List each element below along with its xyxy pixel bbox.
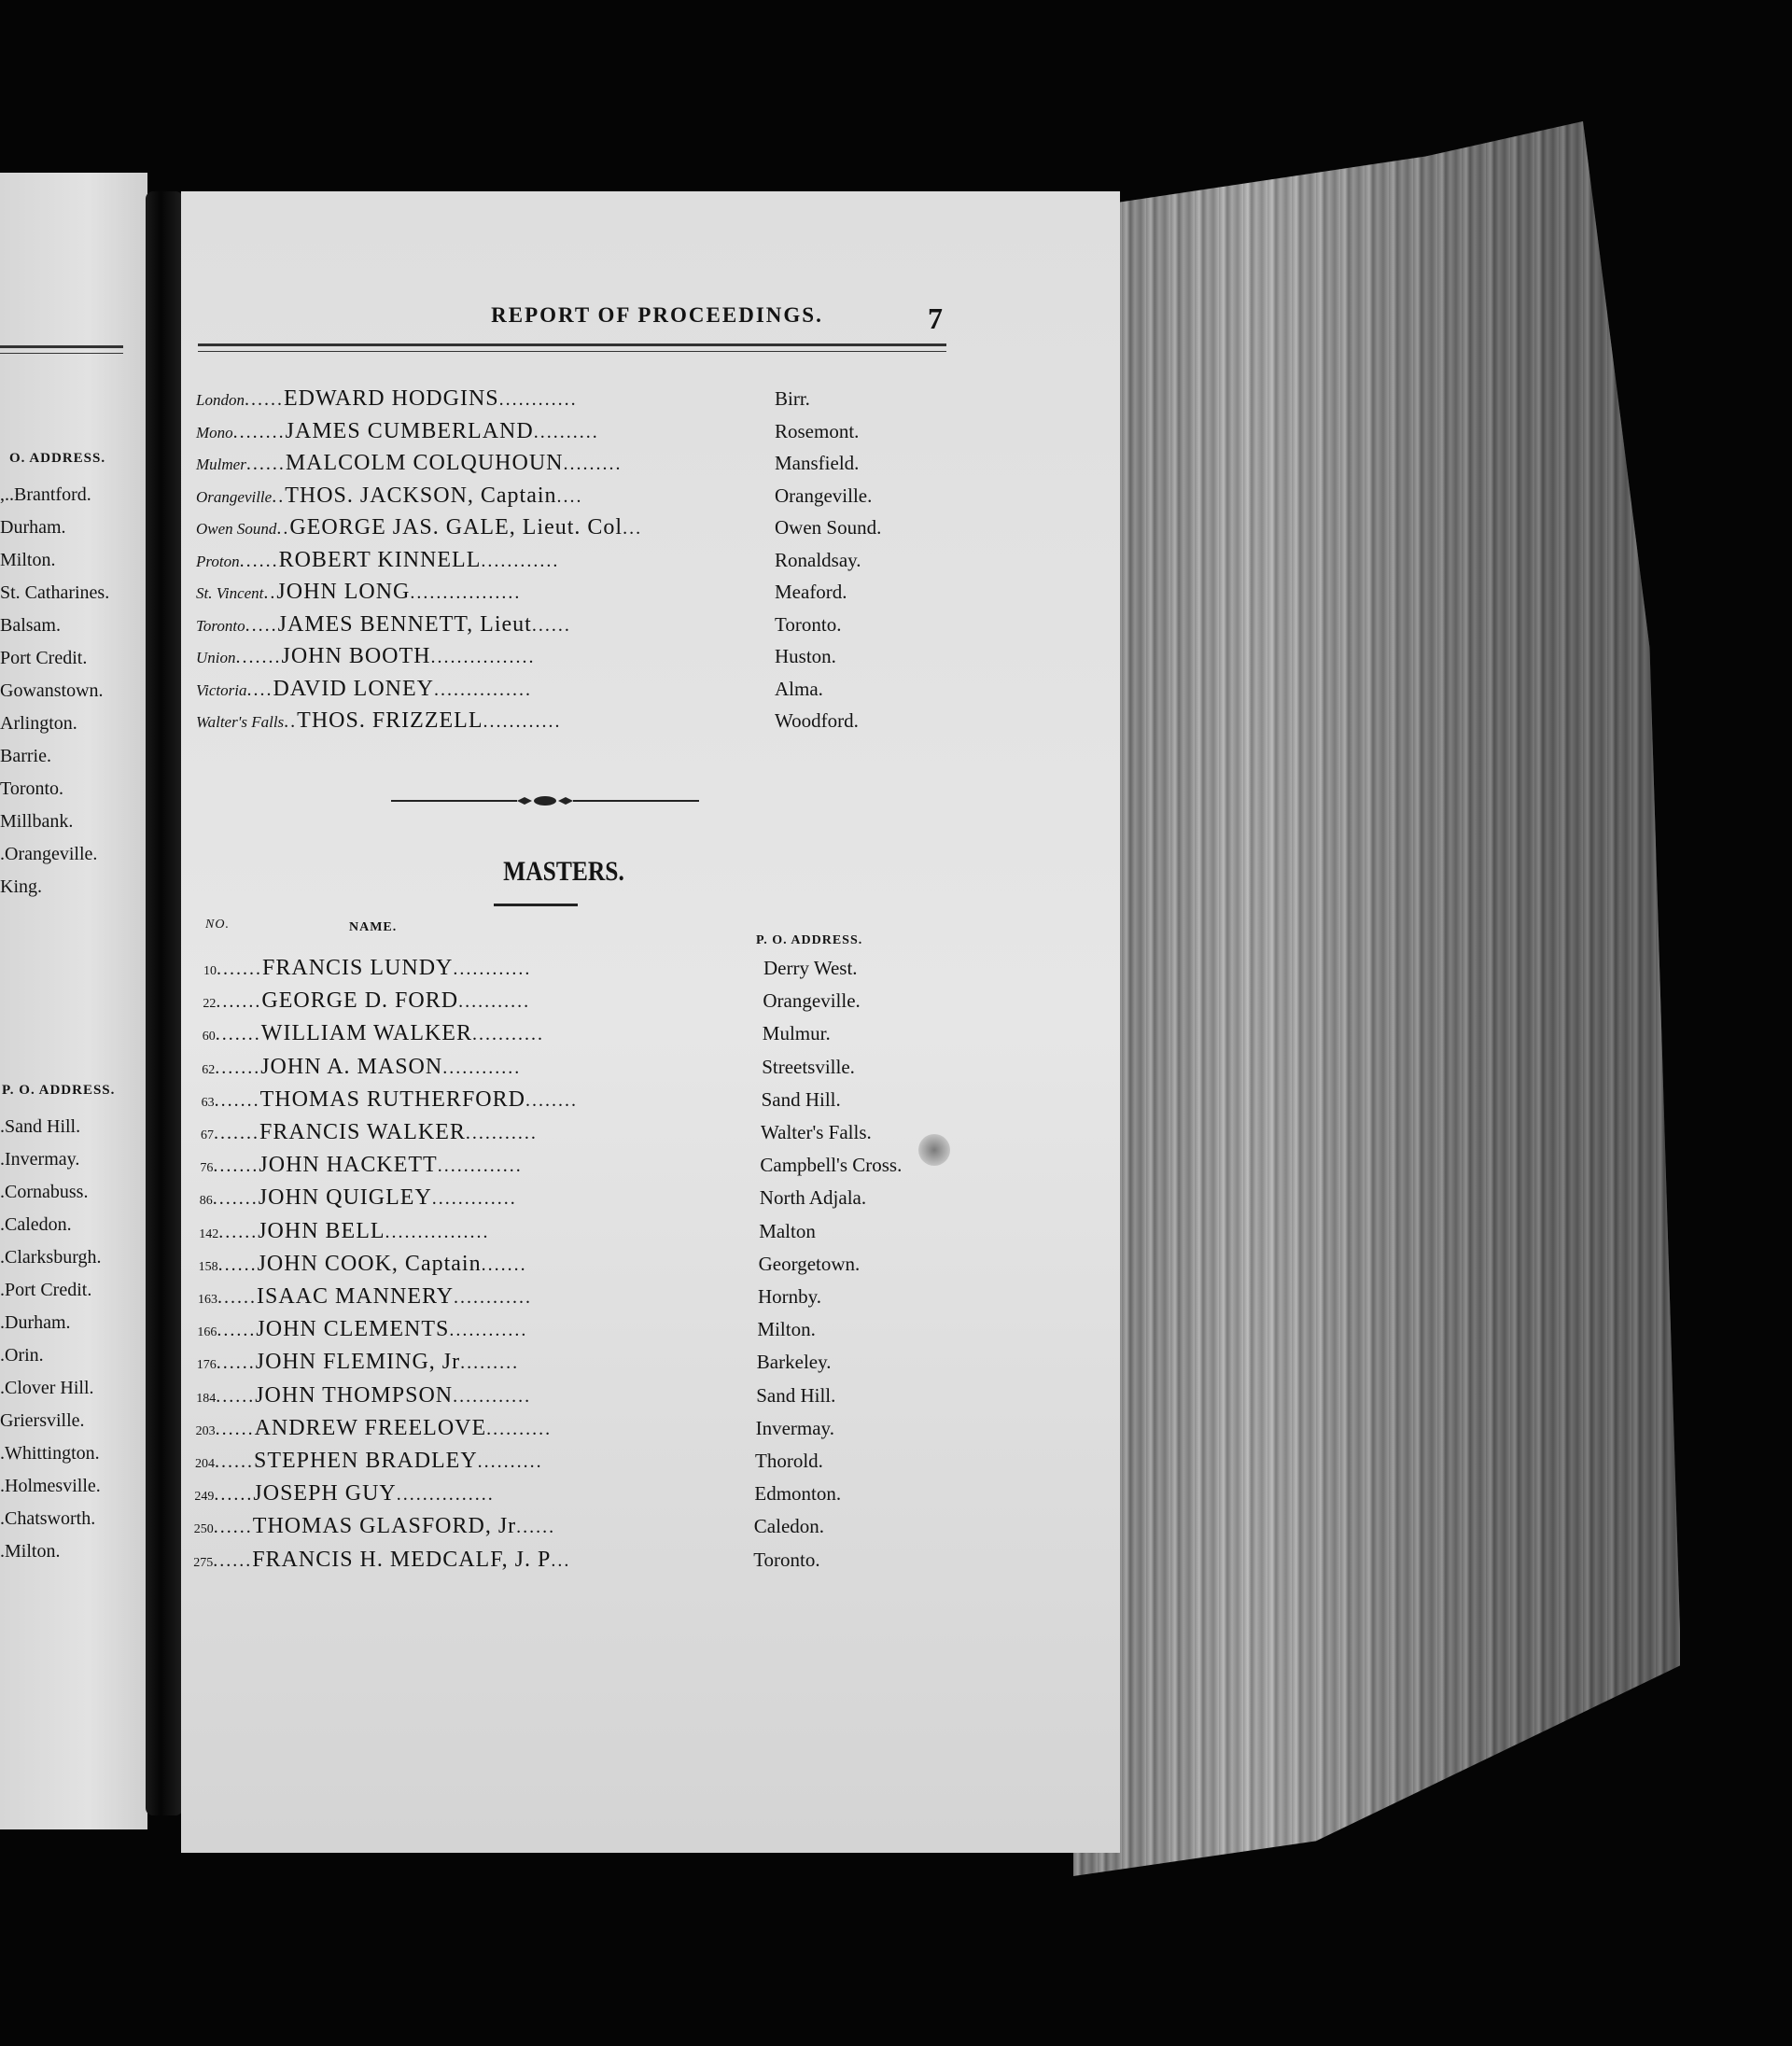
district-row — [196, 512, 943, 543]
left-address-item: ,..Brantford. — [0, 484, 91, 505]
master-row — [196, 1380, 943, 1411]
left-header-rule-thin — [0, 353, 123, 354]
post-office-address: Huston. — [775, 645, 836, 667]
page-number: 7 — [928, 301, 943, 335]
col-header-address: P. O. ADDRESS. — [756, 933, 863, 947]
leader-dots: ... — [551, 1549, 571, 1571]
masters-title-rule — [494, 904, 578, 906]
post-office-address: Thorold. — [755, 1450, 823, 1472]
district-name: Walter's Falls — [196, 713, 285, 731]
left-address-item: .Durham. — [0, 1312, 71, 1333]
left-address-item: .Holmesville. — [0, 1476, 101, 1496]
leader-dots: .......... — [477, 1451, 543, 1472]
master-name: JAMES CUMBERLAND — [285, 418, 534, 443]
post-office-address: Ronaldsay. — [775, 548, 861, 571]
master-row — [199, 1248, 945, 1280]
leader-dots: ............ — [498, 389, 578, 410]
leader-dots: .. — [276, 518, 290, 539]
district-name: London — [196, 391, 245, 409]
leader-dots: ... — [623, 518, 643, 539]
leader-dots: ............ — [481, 550, 560, 571]
post-office-address: Edmonton. — [754, 1482, 842, 1506]
leader-dots: ......... — [460, 1352, 520, 1374]
leader-dots: ...... — [218, 1221, 259, 1242]
left-address-item: .Clover Hill. — [0, 1378, 94, 1398]
left-address-item: .Whittington. — [0, 1443, 100, 1464]
left-address-item: .Sand Hill. — [0, 1116, 81, 1137]
post-office-address: Birr. — [775, 387, 810, 410]
left-address-item: .Port Credit. — [0, 1280, 92, 1300]
master-row — [203, 952, 950, 984]
master-name: JOHN FLEMING, Jr — [255, 1350, 461, 1375]
lodge-number: 86 — [199, 1194, 213, 1209]
leader-dots: .......... — [486, 1418, 553, 1439]
lodge-number: 158 — [198, 1259, 218, 1274]
district-name: Owen Sound — [196, 520, 277, 538]
master-name: JOHN THOMPSON — [255, 1382, 454, 1408]
post-office-address: Derry West. — [763, 957, 858, 979]
post-office-address: Walter's Falls. — [761, 1121, 872, 1143]
leader-dots: ....... — [214, 1123, 259, 1143]
master-name: JOHN QUIGLEY — [258, 1185, 432, 1211]
leader-dots: ...... — [216, 1385, 256, 1407]
district-name: Union — [196, 649, 236, 666]
leader-dots: .. — [272, 485, 286, 507]
post-office-address: Toronto. — [753, 1548, 820, 1571]
master-name: EDWARD HODGINS — [283, 386, 499, 411]
masters-title: MASTERS. — [503, 856, 624, 887]
master-name: FRANCIS WALKER — [259, 1120, 466, 1144]
leader-dots: ..... — [245, 614, 278, 636]
leader-dots: ....... — [481, 1254, 527, 1275]
leader-dots: ............ — [454, 1287, 533, 1308]
district-row — [196, 609, 943, 640]
master-name: DAVID LONEY — [273, 676, 434, 701]
leader-dots: ...... — [213, 1517, 253, 1538]
district-name: Orangeville — [196, 487, 273, 506]
leader-dots: .. — [263, 582, 277, 603]
lodge-number: 203 — [195, 1423, 216, 1438]
district-name: Proton — [196, 552, 240, 570]
master-row — [202, 1084, 948, 1115]
master-row — [202, 1051, 948, 1083]
leader-dots: ...... — [245, 454, 286, 474]
leader-dots: ...... — [217, 1320, 257, 1341]
district-row — [196, 480, 943, 512]
leader-dots: ...... — [213, 1549, 253, 1571]
leader-dots: ............ — [442, 1057, 522, 1078]
leader-dots: ...... — [215, 1418, 255, 1439]
leader-dots: ...... — [217, 1254, 258, 1275]
leader-dots: ...... — [516, 1517, 556, 1538]
left-address-item: .Orangeville. — [0, 844, 98, 864]
post-office-address: Alma. — [775, 677, 823, 700]
left-address-item: Barrie. — [0, 746, 51, 766]
master-name: FRANCIS LUNDY — [262, 956, 454, 980]
left-address-item: Millbank. — [0, 811, 74, 832]
master-row — [199, 1215, 945, 1247]
ink-smudge — [918, 1134, 950, 1166]
leader-dots: ........ — [525, 1089, 578, 1111]
leader-dots: ...... — [215, 1451, 254, 1472]
post-office-address: Rosemont. — [775, 419, 860, 442]
post-office-address: Owen Sound. — [775, 516, 882, 539]
leader-dots: ....... — [215, 1057, 261, 1078]
left-address-item: Port Credit. — [0, 648, 88, 668]
district-name: Victoria — [196, 680, 247, 699]
post-office-address: Sand Hill. — [761, 1087, 841, 1111]
post-office-address: Malton — [759, 1219, 816, 1242]
left-address-item: Griersville. — [0, 1410, 85, 1431]
master-row — [203, 1017, 949, 1049]
leader-dots: ............. — [437, 1156, 523, 1177]
left-address-item: .Invermay. — [0, 1149, 80, 1170]
lodge-number: 63 — [201, 1095, 215, 1110]
master-name: ROBERT KINNELL — [278, 547, 482, 572]
lodge-number: 10 — [203, 964, 217, 978]
left-address-item: Toronto. — [0, 778, 64, 799]
leader-dots: ........... — [471, 1024, 544, 1045]
leader-dots: ...... — [531, 614, 571, 636]
master-row — [196, 1412, 943, 1444]
col-header-name: NAME. — [349, 920, 398, 934]
lodge-number: 163 — [198, 1293, 217, 1307]
leader-dots: .... — [246, 679, 273, 700]
post-office-address: Streetsville. — [762, 1055, 855, 1078]
post-office-address: Campbell's Cross. — [760, 1154, 903, 1177]
master-name: JOHN BELL — [258, 1218, 385, 1243]
leader-dots: ............ — [453, 959, 532, 979]
master-name: GEORGE D. FORD — [261, 988, 459, 1014]
left-address-item: Milton. — [0, 550, 56, 570]
master-name: JOHN LONG — [276, 580, 411, 604]
leader-dots: ................ — [385, 1221, 490, 1242]
post-office-address: Invermay. — [755, 1416, 834, 1439]
master-name: WILLIAM WALKER — [260, 1021, 472, 1046]
master-name: FRANCIS H. MEDCALF, J. P — [252, 1547, 552, 1572]
leader-dots: ............ — [453, 1385, 532, 1407]
master-name: THOS. FRIZZELL — [297, 708, 483, 733]
lodge-number: 166 — [197, 1325, 217, 1340]
lodge-number: 67 — [201, 1128, 214, 1142]
post-office-address: Orangeville. — [763, 989, 861, 1013]
master-row — [197, 1346, 944, 1378]
leader-dots: ................ — [430, 647, 536, 667]
leader-dots: ............ — [449, 1320, 528, 1341]
district-row — [196, 705, 943, 736]
district-row — [196, 415, 943, 447]
leader-dots: .... — [556, 485, 583, 507]
leader-dots: .. — [284, 711, 298, 732]
leader-dots: ...... — [214, 1484, 254, 1506]
master-name: JOHN A. MASON — [260, 1054, 443, 1079]
lodge-number: 142 — [199, 1226, 219, 1241]
district-name: Mono — [196, 423, 233, 441]
post-office-address: Caledon. — [753, 1515, 825, 1538]
left-address-item: .Milton. — [0, 1541, 61, 1562]
left-address-item: .Chatsworth. — [0, 1508, 96, 1529]
master-row — [195, 1445, 942, 1477]
master-name: JOHN CLEMENTS — [256, 1317, 450, 1342]
master-name: THOS. JACKSON, Captain — [285, 483, 557, 508]
post-office-address: Barkeley. — [756, 1351, 832, 1374]
leader-dots: ....... — [235, 647, 282, 667]
master-name: STEPHEN BRADLEY — [254, 1449, 478, 1473]
right-page — [181, 191, 1120, 1853]
lodge-number: 60 — [202, 1030, 216, 1044]
book-gutter — [146, 191, 183, 1815]
leader-dots: ....... — [212, 1188, 259, 1210]
left-address-list-bottom — [0, 1111, 102, 1568]
left-address-item: Gowanstown. — [0, 680, 104, 701]
leader-dots: ............. — [431, 1188, 517, 1210]
leader-dots: ...... — [216, 1352, 256, 1374]
left-address-item: King. — [0, 876, 42, 897]
leader-dots: ....... — [217, 959, 262, 979]
master-name: JAMES BENNETT, Lieut — [277, 611, 532, 637]
master-row — [194, 1478, 941, 1509]
district-row — [196, 447, 943, 479]
master-row — [197, 1313, 944, 1345]
master-name: GEORGE JAS. GALE, Lieut. Col — [289, 515, 623, 540]
leader-dots: ........ — [232, 421, 286, 442]
leader-dots: ...... — [239, 550, 279, 571]
lodge-number: 204 — [195, 1457, 215, 1471]
master-row — [198, 1281, 945, 1312]
leader-dots: ....... — [216, 991, 262, 1013]
master-name: JOHN HACKETT — [259, 1153, 438, 1178]
lodge-number: 76 — [200, 1161, 214, 1176]
master-name: MALCOLM COLQUHOUN — [285, 451, 564, 475]
district-row — [196, 673, 943, 705]
leader-dots: ............... — [434, 679, 532, 700]
leader-dots: .......... — [533, 421, 599, 442]
left-address-item: St. Catharines. — [0, 582, 110, 603]
leader-dots: ........... — [465, 1123, 538, 1143]
post-office-address: Woodford. — [775, 709, 859, 732]
left-address-header-bottom: P. O. ADDRESS. — [2, 1083, 116, 1098]
master-row — [200, 1149, 946, 1181]
header-rule — [198, 343, 946, 346]
post-office-address: Orangeville. — [775, 483, 873, 507]
post-office-address: Meaford. — [775, 581, 847, 603]
left-address-item: Durham. — [0, 517, 66, 538]
page-edges-shade — [1073, 121, 1680, 1876]
lodge-number: 176 — [196, 1358, 217, 1373]
district-name: Mulmer — [196, 455, 246, 473]
district-name: Toronto — [196, 616, 245, 635]
header-rule-thin — [198, 351, 946, 352]
post-office-address: Mulmur. — [762, 1022, 831, 1045]
district-row — [196, 640, 943, 672]
district-row — [196, 576, 943, 608]
lodge-number: 62 — [202, 1062, 216, 1077]
lodge-number: 22 — [203, 997, 217, 1012]
leader-dots: ....... — [213, 1156, 259, 1177]
district-name: St. Vincent — [196, 584, 264, 602]
post-office-address: Toronto. — [775, 612, 842, 636]
leader-dots: ...... — [244, 389, 284, 410]
left-address-item: .Caledon. — [0, 1214, 72, 1235]
master-name: ANDREW FREELOVE — [254, 1415, 487, 1440]
left-address-header-top: O. ADDRESS. — [9, 451, 106, 466]
master-name: ISAAC MANNERY — [257, 1284, 455, 1309]
leader-dots: ......... — [563, 454, 623, 474]
master-name: JOHN BOOTH — [281, 644, 431, 668]
master-row — [193, 1544, 940, 1576]
lodge-number: 249 — [194, 1490, 215, 1505]
left-page — [0, 173, 147, 1829]
master-name: JOHN COOK, Captain — [257, 1251, 482, 1276]
leader-dots: ........... — [458, 991, 531, 1013]
lodge-number: 275 — [193, 1555, 214, 1570]
district-row — [196, 544, 943, 576]
post-office-address: Georgetown. — [758, 1252, 861, 1275]
leader-dots: ....... — [215, 1024, 261, 1045]
left-address-item: Balsam. — [0, 615, 61, 636]
ornament-divider — [391, 793, 699, 808]
master-row — [194, 1510, 941, 1542]
master-row — [201, 1116, 947, 1148]
left-header-rule — [0, 345, 123, 348]
leader-dots: ................. — [410, 582, 522, 603]
leader-dots: ....... — [214, 1089, 260, 1111]
left-address-item: .Cornabuss. — [0, 1182, 89, 1202]
master-row — [200, 1182, 946, 1213]
left-address-item: Arlington. — [0, 713, 77, 734]
district-row — [196, 383, 943, 414]
left-address-item: .Clarksburgh. — [0, 1247, 102, 1268]
leader-dots: ...... — [217, 1287, 257, 1308]
master-name: THOMAS GLASFORD, Jr — [252, 1514, 517, 1539]
left-address-list-top — [0, 479, 109, 904]
left-address-item: .Orin. — [0, 1345, 44, 1366]
master-name: THOMAS RUTHERFORD — [259, 1086, 525, 1112]
leader-dots: ............ — [483, 711, 562, 732]
post-office-address: Milton. — [757, 1318, 816, 1341]
post-office-address: Mansfield. — [775, 452, 860, 474]
leader-dots: ............... — [396, 1484, 495, 1506]
master-row — [203, 985, 949, 1016]
running-head: REPORT OF PROCEEDINGS. — [491, 303, 823, 327]
post-office-address: North Adjala. — [759, 1186, 867, 1210]
lodge-number: 184 — [196, 1391, 217, 1406]
col-header-no: NO. — [205, 918, 230, 932]
master-name: JOSEPH GUY — [253, 1481, 397, 1506]
post-office-address: Sand Hill. — [756, 1383, 836, 1407]
post-office-address: Hornby. — [758, 1285, 822, 1308]
lodge-number: 250 — [193, 1522, 214, 1537]
